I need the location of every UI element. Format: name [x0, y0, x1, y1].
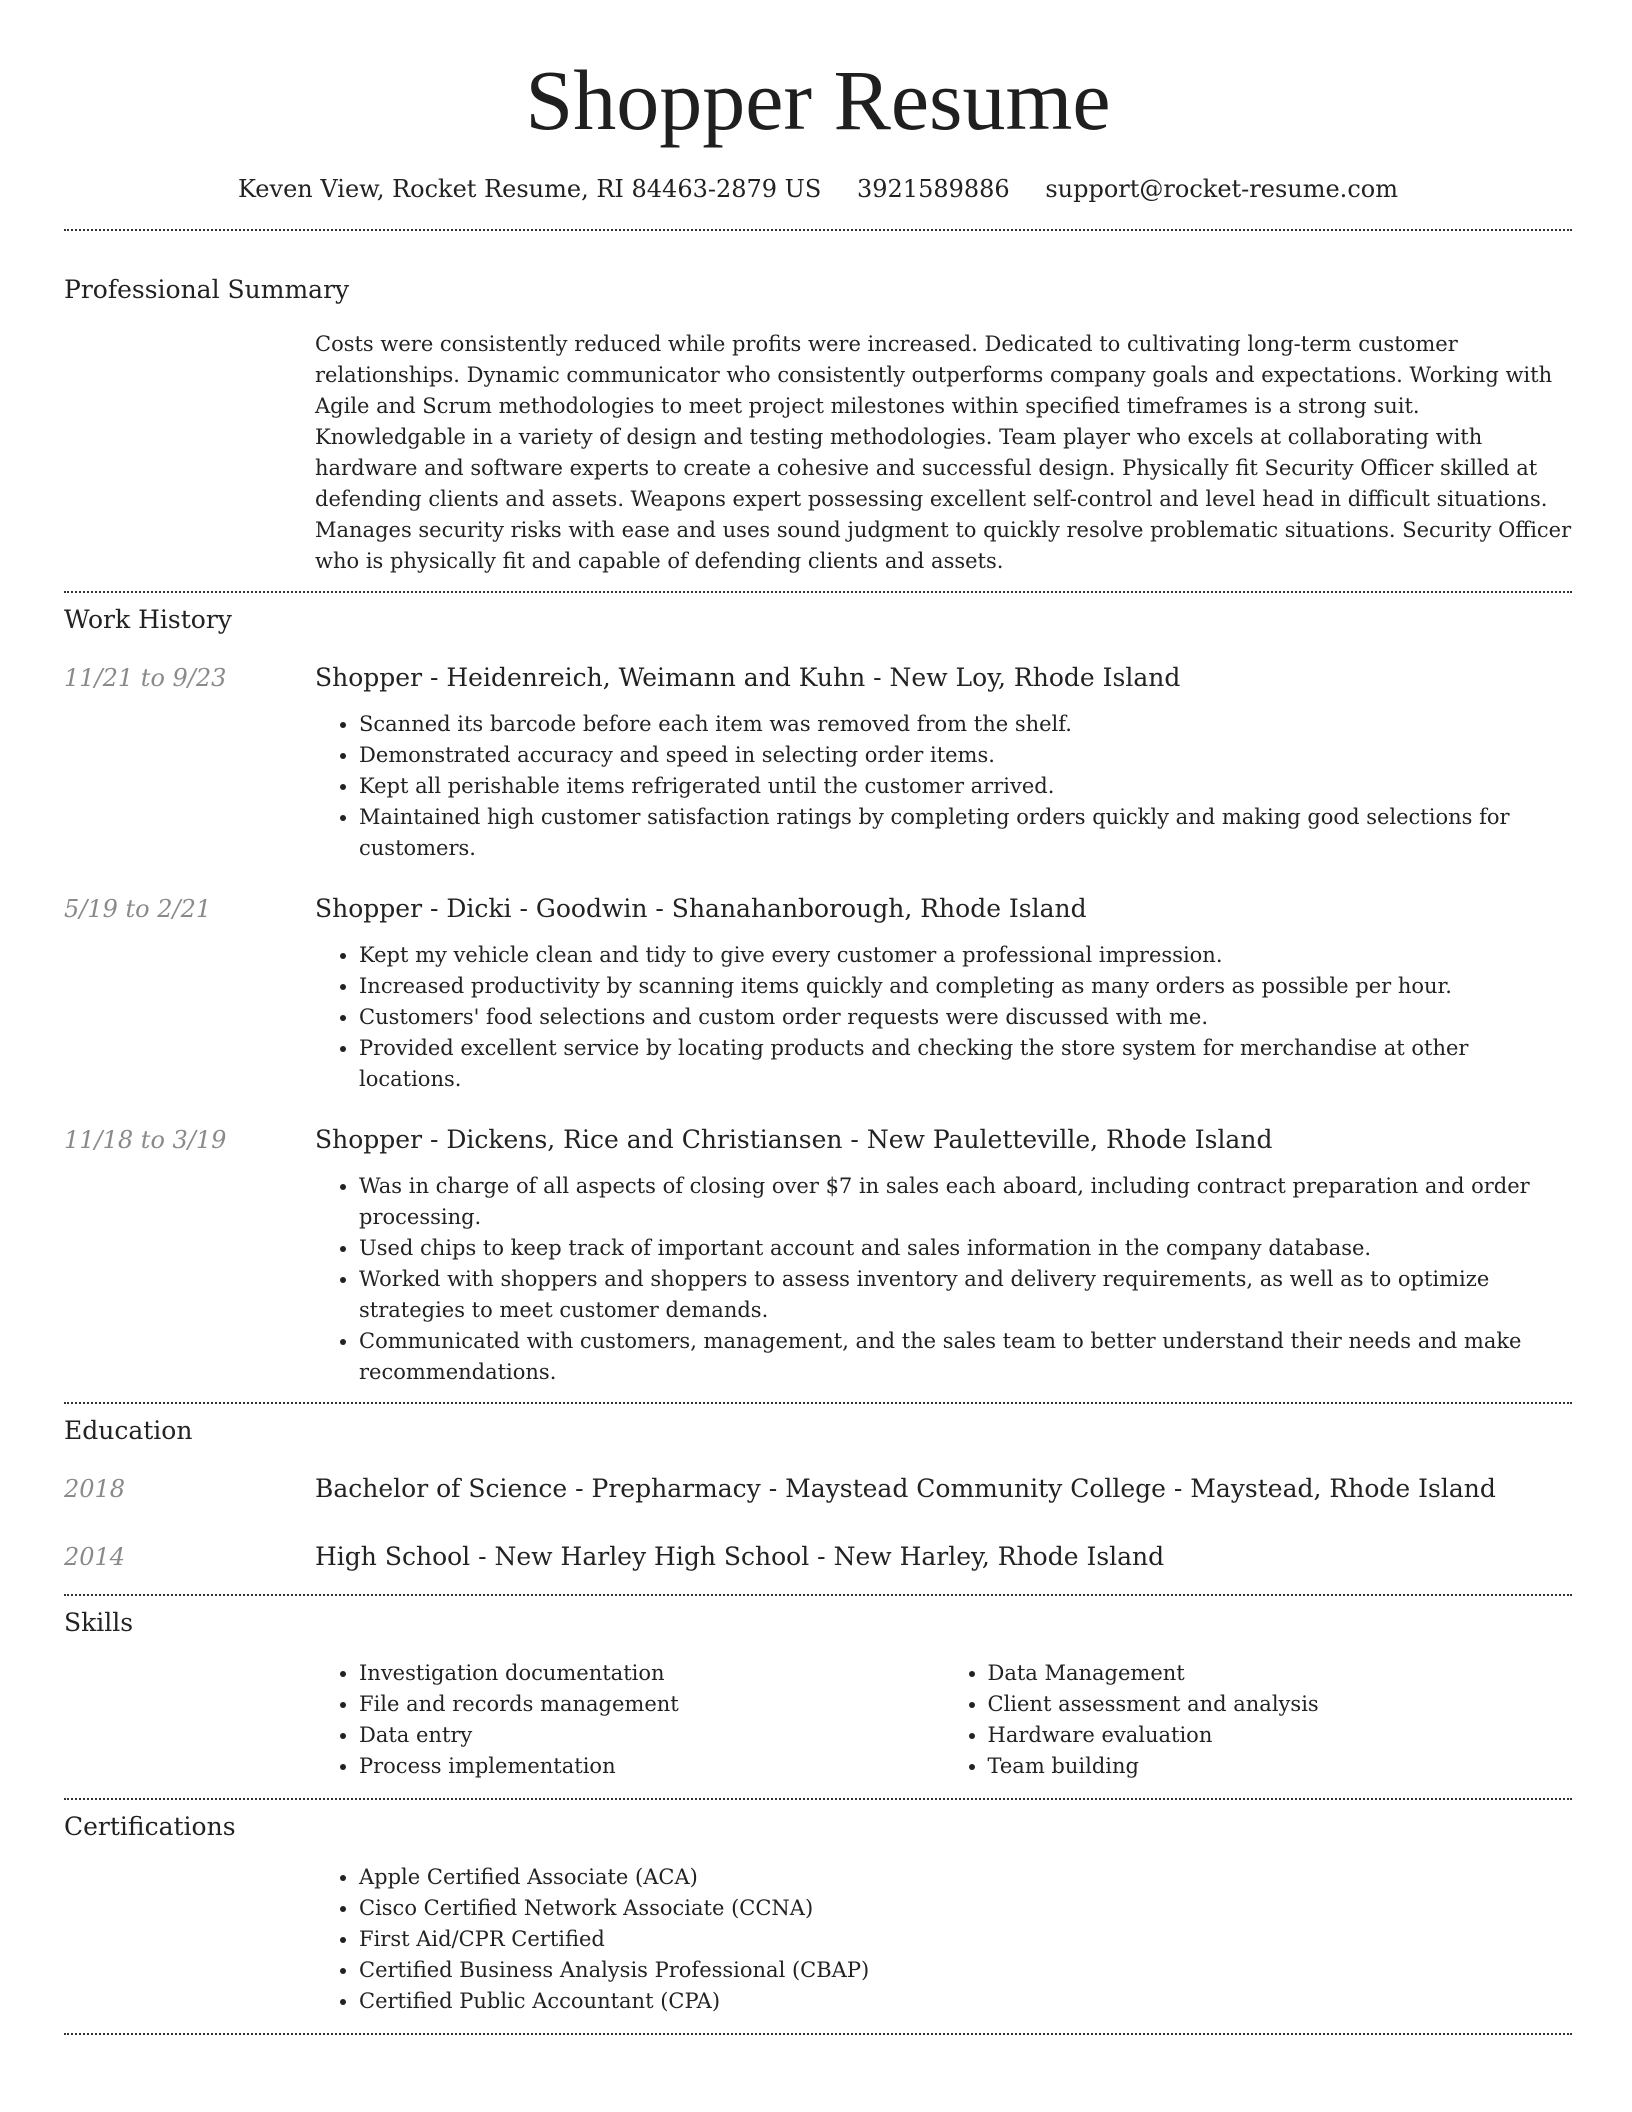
job-heading: Shopper - Heidenreich, Weimann and Kuhn - New Loy, Rhode Island: [315, 663, 1181, 692]
education-heading: Education: [64, 1416, 193, 1445]
job-entry: [64, 892, 1572, 1095]
contact-phone: 3921589886: [857, 175, 1010, 203]
list-item: • Data entry: [359, 1720, 944, 1751]
list-item: • Data Management: [988, 1658, 1573, 1689]
job-dates: 5/19 to 2/21: [64, 895, 212, 923]
certifications-heading: Certifications: [64, 1812, 236, 1841]
divider: [64, 591, 1572, 593]
list-item: • Communicated with customers, management, and the sales team to better understand their needs and make recommendations.: [359, 1326, 1572, 1388]
skills-list-left: [315, 1658, 944, 1782]
list-item: • Apple Certified Associate (ACA): [359, 1862, 1572, 1893]
list-item: • Certified Business Analysis Professional (CBAP): [359, 1955, 1572, 1986]
contact-line: [64, 172, 1572, 206]
job-bullets: [315, 1171, 1572, 1388]
education-heading-line: High School - New Harley High School - New Harley, Rhode Island: [315, 1542, 1165, 1571]
education-entry: [64, 1472, 1572, 1506]
resume-page: [64, 0, 1572, 2035]
education-heading-line: Bachelor of Science - Prepharmacy - Maystead Community College - Maystead, Rhode Island: [315, 1474, 1496, 1503]
skills-section: [64, 1606, 1572, 1782]
list-item: • Certified Public Accountant (CPA): [359, 1986, 1572, 2017]
list-item: • Worked with shoppers and shoppers to assess inventory and delivery requirements, as well as to optimize strategies to meet customer demands.: [359, 1264, 1572, 1326]
list-item: • Kept my vehicle clean and tidy to give every customer a professional impression.: [359, 940, 1572, 971]
list-item: • Provided excellent service by locating products and checking the store system for merchandise at other locations.: [359, 1033, 1572, 1095]
job-entry: [64, 661, 1572, 864]
contact-email: support@rocket-resume.com: [1045, 175, 1398, 203]
education-year: 2018: [64, 1475, 126, 1503]
list-item: • Process implementation: [359, 1751, 944, 1782]
summary-heading: Professional Summary: [64, 275, 350, 304]
work-history-section: [64, 603, 1572, 1388]
education-year: 2014: [64, 1543, 126, 1571]
job-dates: 11/21 to 9/23: [64, 664, 227, 692]
certifications-list: [315, 1862, 1572, 2017]
list-item: • File and records management: [359, 1689, 944, 1720]
list-item: • Demonstrated accuracy and speed in selecting order items.: [359, 740, 1572, 771]
education-section: [64, 1414, 1572, 1574]
divider: [64, 1402, 1572, 1404]
list-item: • Cisco Certified Network Associate (CCNA): [359, 1893, 1572, 1924]
list-item: • Scanned its barcode before each item was removed from the shelf.: [359, 709, 1572, 740]
list-item: • Customers' food selections and custom order requests were discussed with me.: [359, 1002, 1572, 1033]
skills-list-right: [944, 1658, 1573, 1782]
list-item: • Increased productivity by scanning items quickly and completing as many orders as possible per hour.: [359, 971, 1572, 1002]
list-item: • Investigation documentation: [359, 1658, 944, 1689]
divider: [64, 1594, 1572, 1596]
job-heading: Shopper - Dicki - Goodwin - Shanahanborough, Rhode Island: [315, 894, 1087, 923]
job-entry: [64, 1123, 1572, 1388]
resume-name: Shopper Resume: [525, 52, 1111, 148]
divider: [64, 2033, 1572, 2035]
list-item: • First Aid/CPR Certified: [359, 1924, 1572, 1955]
contact-address: Keven View, Rocket Resume, RI 84463-2879 US: [238, 175, 822, 203]
skills-heading: Skills: [64, 1608, 134, 1637]
list-item: • Team building: [988, 1751, 1573, 1782]
divider: [64, 1798, 1572, 1800]
list-item: • Maintained high customer satisfaction ratings by completing orders quickly and making good selections for customers.: [359, 802, 1572, 864]
summary-section: [64, 273, 1572, 577]
certifications-section: [64, 1810, 1572, 2017]
education-entry: [64, 1540, 1572, 1574]
list-item: • Kept all perishable items refrigerated until the customer arrived.: [359, 771, 1572, 802]
list-item: • Client assessment and analysis: [988, 1689, 1573, 1720]
list-item: • Used chips to keep track of important account and sales information in the company database.: [359, 1233, 1572, 1264]
divider: [64, 229, 1572, 231]
list-item: • Hardware evaluation: [988, 1720, 1573, 1751]
job-dates: 11/18 to 3/19: [64, 1126, 227, 1154]
job-bullets: [315, 709, 1572, 864]
work-history-heading: Work History: [64, 605, 232, 634]
job-heading: Shopper - Dickens, Rice and Christiansen - New Pauletteville, Rhode Island: [315, 1125, 1273, 1154]
job-bullets: [315, 940, 1572, 1095]
summary-text: Costs were consistently reduced while profits were increased. Dedicated to cultivating long-term customer relationships. Dynamic communicator who consistently outperforms company goals and expectations. Working with Agile and Scrum methodologies to meet project milestones within specified timeframes is a strong suit. Knowledgable in a variety of design and testing methodologies. Team player who excels at collaborating with hardware and software experts to create a cohesive and successful design. Physically fit Security Officer skilled at defending clients and assets. Weapons expert possessing excellent self-control and level head in difficult situations. Manages security risks with ease and uses sound judgment to quickly resolve problematic situations. Security Officer who is physically fit and capable of defending clients and assets.: [315, 332, 1572, 573]
list-item: • Was in charge of all aspects of closing over $7 in sales each aboard, including contract preparation and order processing.: [359, 1171, 1572, 1233]
